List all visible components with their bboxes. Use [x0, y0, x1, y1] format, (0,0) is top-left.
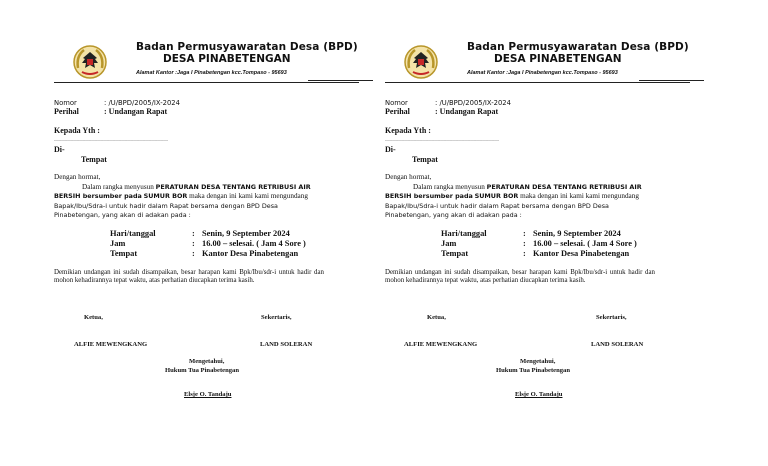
header-rule	[385, 82, 690, 83]
ketua-name: ALFIE MEWENGKANG	[404, 341, 478, 348]
perihal-value: : Undangan Rapat	[104, 107, 168, 116]
sekretaris-name: LAND SOLERAN	[260, 341, 313, 348]
body-line4: Pinabetengan, yang akan di adakan pada :	[54, 211, 191, 220]
body-line1-a: Dalam rangka menyusun	[82, 182, 154, 191]
header-subtitle: DESA PINABETENGAN	[494, 53, 622, 65]
perihal-label: Perihal	[385, 107, 410, 116]
body-line2-a: BERSIH bersumber pada	[54, 192, 142, 201]
sekretaris-label: Sekertaris,	[261, 314, 292, 321]
letter-body	[54, 173, 324, 221]
body-line2-b: SUMUR BOR	[474, 192, 519, 201]
di-label: Di-	[385, 145, 396, 154]
greeting: Dengan hormat,	[54, 173, 101, 181]
invitation-letter-right	[385, 0, 715, 466]
sekretaris-name: LAND SOLERAN	[591, 341, 644, 348]
nomor-row	[385, 99, 511, 107]
body-line2-c: maka dengan ini kami kami mengundang	[189, 192, 308, 201]
hukum-tua-title: Hukum Tua Pinabetengan	[165, 367, 240, 374]
body-line3: Bapak/Ibu/Sdra-i untuk hadir dalam Rapat bersama dengan BPD Desa	[54, 201, 278, 210]
detail-jam: Jam : 16.00 – selesai. ( Jam 4 Sore )	[441, 239, 637, 248]
body-line3: Bapak/Ibu/Sdra-i untuk hadir dalam Rapat bersama dengan BPD Desa	[385, 201, 609, 210]
header-title: Badan Permusyawaratan Desa (BPD)	[467, 41, 689, 53]
sekretaris-label: Sekertaris,	[596, 314, 627, 321]
hukum-tua-name: Elsje O. Tandaju	[515, 391, 563, 398]
greeting: Dengan hormat,	[385, 173, 432, 181]
kepada-yth: Kepada Yth :	[54, 126, 100, 135]
nomor-label: Nomor	[54, 99, 77, 107]
header-rule-secondary	[308, 80, 373, 81]
header-subtitle: DESA PINABETENGAN	[163, 53, 291, 65]
detail-tempat: Tempat : Kantor Desa Pinabetengan	[441, 249, 630, 258]
perihal-label: Perihal	[54, 107, 79, 116]
nomor-label: Nomor	[385, 99, 408, 107]
body-line1-b: PERATURAN DESA TENTANG RETRIBUSI AIR	[155, 182, 311, 191]
tempat-label: Tempat	[81, 155, 107, 164]
recipient-dots: …………………………………………………	[54, 137, 168, 143]
header-title: Badan Permusyawaratan Desa (BPD)	[136, 41, 358, 53]
body-line1-b: PERATURAN DESA TENTANG RETRIBUSI AIR	[486, 182, 642, 191]
nomor-value: : /U/BPD/2005/IX-2024	[104, 99, 180, 107]
hukum-tua-name: Elsje O. Tandaju	[184, 391, 232, 398]
perihal-row	[385, 107, 498, 116]
header-address: Alamat Kantor :Jaga I Pinabetengan kcc.Tompaso - 95693	[467, 70, 618, 76]
ketua-name: ALFIE MEWENGKANG	[74, 341, 148, 348]
nomor-value: : /U/BPD/2005/IX-2024	[435, 99, 511, 107]
mengetahui-label: Mengetahui,	[189, 358, 225, 365]
perihal-value: : Undangan Rapat	[435, 107, 499, 116]
invitation-letter-left	[54, 0, 384, 466]
bpd-emblem-icon	[403, 44, 439, 80]
body-line4: Pinabetengan, yang akan di adakan pada :	[385, 211, 522, 220]
header-address: Alamat Kantor :Jaga I Pinabetengan kcc.Tompaso - 95693	[136, 70, 287, 76]
header-rule	[54, 82, 359, 83]
di-label: Di-	[54, 145, 65, 154]
ketua-label: Ketua,	[84, 314, 103, 321]
ketua-label: Ketua,	[427, 314, 446, 321]
detail-hari: Hari/tanggal : Senin, 9 September 2024	[441, 229, 621, 238]
letter-body	[385, 173, 655, 221]
recipient-dots: …………………………………………………	[385, 137, 499, 143]
detail-tempat: Tempat : Kantor Desa Pinabetengan	[110, 249, 299, 258]
closing-paragraph: Demikian undangan ini sudah disampaikan, besar harapan kami Bpk/Ibu/sdr-i untuk hadir dan mohon kehadirannya tepat waktu, atas perhatian diucapkan terima kasih.	[54, 269, 324, 285]
mengetahui-label: Mengetahui,	[520, 358, 556, 365]
closing-paragraph: Demikian undangan ini sudah disampaikan, besar harapan kami Bpk/Ibu/sdr-i untuk hadir dan mohon kehadirannya tepat waktu, atas perhatian diucapkan terima kasih.	[385, 269, 655, 285]
header-rule-secondary	[639, 80, 704, 81]
body-line2-c: maka dengan ini kami kami mengundang	[520, 192, 639, 201]
detail-jam: Jam : 16.00 – selesai. ( Jam 4 Sore )	[110, 239, 306, 248]
detail-hari: Hari/tanggal : Senin, 9 September 2024	[110, 229, 290, 238]
body-line2-a: BERSIH bersumber pada	[385, 192, 473, 201]
nomor-row	[54, 99, 180, 107]
perihal-row	[54, 107, 167, 116]
body-line2-b: SUMUR BOR	[143, 192, 188, 201]
body-line1-a: Dalam rangka menyusun	[413, 182, 485, 191]
kepada-yth: Kepada Yth :	[385, 126, 431, 135]
tempat-label: Tempat	[412, 155, 438, 164]
bpd-emblem-icon	[72, 44, 108, 80]
hukum-tua-title: Hukum Tua Pinabetengan	[496, 367, 571, 374]
